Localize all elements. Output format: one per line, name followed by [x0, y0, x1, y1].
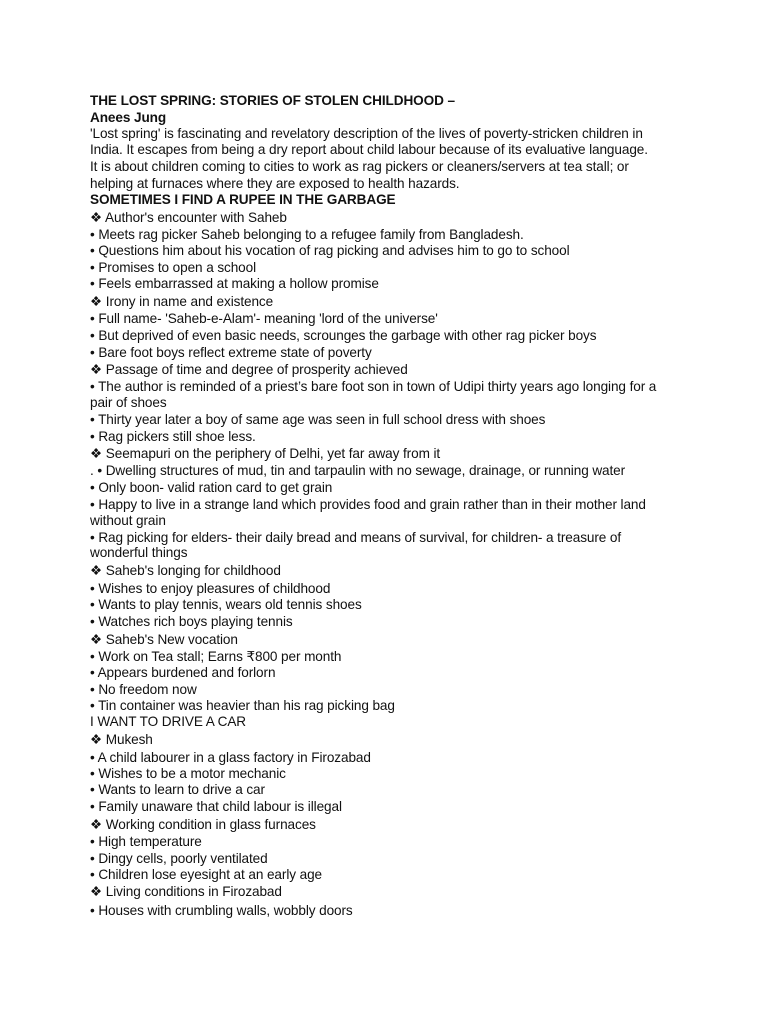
bullet-line-continued: without grain — [90, 513, 166, 528]
bullet-line: • Tin container was heavier than his rag picking bag — [90, 698, 395, 713]
document-author: Anees Jung — [90, 110, 167, 125]
bullet-line: • Only boon- valid ration card to get grain — [90, 480, 333, 495]
bullet-line: • The author is reminded of a priest’s bare foot son in town of Udipi thirty years ago longing for a — [90, 379, 657, 394]
bullet-heading: ❖ Mukesh — [90, 732, 153, 747]
bullet-line: • Feels embarrassed at making a hollow promise — [90, 276, 379, 291]
bullet-line: • Wants to play tennis, wears old tennis shoes — [90, 597, 362, 612]
bullet-line-continued: pair of shoes — [90, 395, 167, 410]
bullet-line: • But deprived of even basic needs, scrounges the garbage with other rag picker boys — [90, 328, 597, 343]
intro-line-2: India. It escapes from being a dry report about child labour because of its evaluative language. — [90, 142, 648, 157]
bullet-line: • Watches rich boys playing tennis — [90, 614, 293, 629]
bullet-line: • Questions him about his vocation of rag picking and advises him to go to school — [90, 243, 570, 258]
bullet-heading: ❖ Saheb's New vocation — [90, 632, 238, 647]
bullet-line: • Bare foot boys reflect extreme state of poverty — [90, 345, 372, 360]
bullet-line: • Houses with crumbling walls, wobbly doors — [90, 903, 353, 918]
bullet-line: • Rag picking for elders- their daily bread and means of survival, for children- a treasure of — [90, 530, 622, 545]
bullet-heading: ❖ Living conditions in Firozabad — [90, 884, 282, 899]
bullet-line: • Dingy cells, poorly ventilated — [90, 851, 268, 866]
bullet-line: • Family unaware that child labour is illegal — [90, 799, 342, 814]
bullet-line: • Thirty year later a boy of same age was seen in full school dress with shoes — [90, 412, 546, 427]
bullet-line: • Work on Tea stall; Earns ₹800 per month — [90, 649, 342, 664]
bullet-line: • Wishes to be a motor mechanic — [90, 766, 286, 781]
bullet-line: . • Dwelling structures of mud, tin and tarpaulin with no sewage, drainage, or running water — [90, 463, 626, 478]
bullet-line: • Children lose eyesight at an early age — [90, 867, 322, 882]
bullet-heading: ❖ Irony in name and existence — [90, 294, 274, 309]
section-heading-2: I WANT TO DRIVE A CAR — [90, 714, 247, 729]
bullet-line: • Promises to open a school — [90, 260, 257, 275]
bullet-line: • Wants to learn to drive a car — [90, 782, 265, 797]
section-heading-1: SOMETIMES I FIND A RUPEE IN THE GARBAGE — [90, 192, 396, 207]
intro-line-3: It is about children coming to cities to work as rag pickers or cleaners/servers at tea stall; or — [90, 159, 629, 174]
bullet-heading: ❖ Author's encounter with Saheb — [90, 210, 287, 225]
bullet-line: • Wishes to enjoy pleasures of childhood — [90, 581, 331, 596]
bullet-line: • A child labourer in a glass factory in Firozabad — [90, 750, 371, 765]
bullet-line: • Meets rag picker Saheb belonging to a refugee family from Bangladesh. — [90, 227, 524, 242]
bullet-line: • Happy to live in a strange land which provides food and grain rather than in their mother land — [90, 497, 646, 512]
bullet-line: • High temperature — [90, 834, 202, 849]
bullet-line-continued: wonderful things — [90, 545, 188, 560]
bullet-heading: ❖ Working condition in glass furnaces — [90, 817, 316, 832]
bullet-heading: ❖ Passage of time and degree of prosperity achieved — [90, 362, 408, 377]
bullet-line: • Appears burdened and forlorn — [90, 665, 276, 680]
bullet-line: • Full name- 'Saheb-e-Alam'- meaning 'lord of the universe' — [90, 311, 438, 326]
intro-line-4: helping at furnaces where they are exposed to health hazards. — [90, 176, 460, 191]
bullet-line: • Rag pickers still shoe less. — [90, 429, 256, 444]
document-title: THE LOST SPRING: STORIES OF STOLEN CHILDHOOD – — [90, 93, 455, 108]
bullet-heading: ❖ Saheb's longing for childhood — [90, 563, 281, 578]
intro-line-1: 'Lost spring' is fascinating and revelatory description of the lives of poverty-stricken children in — [90, 126, 643, 141]
bullet-line: • No freedom now — [90, 682, 197, 697]
bullet-heading: ❖ Seemapuri on the periphery of Delhi, yet far away from it — [90, 446, 441, 461]
